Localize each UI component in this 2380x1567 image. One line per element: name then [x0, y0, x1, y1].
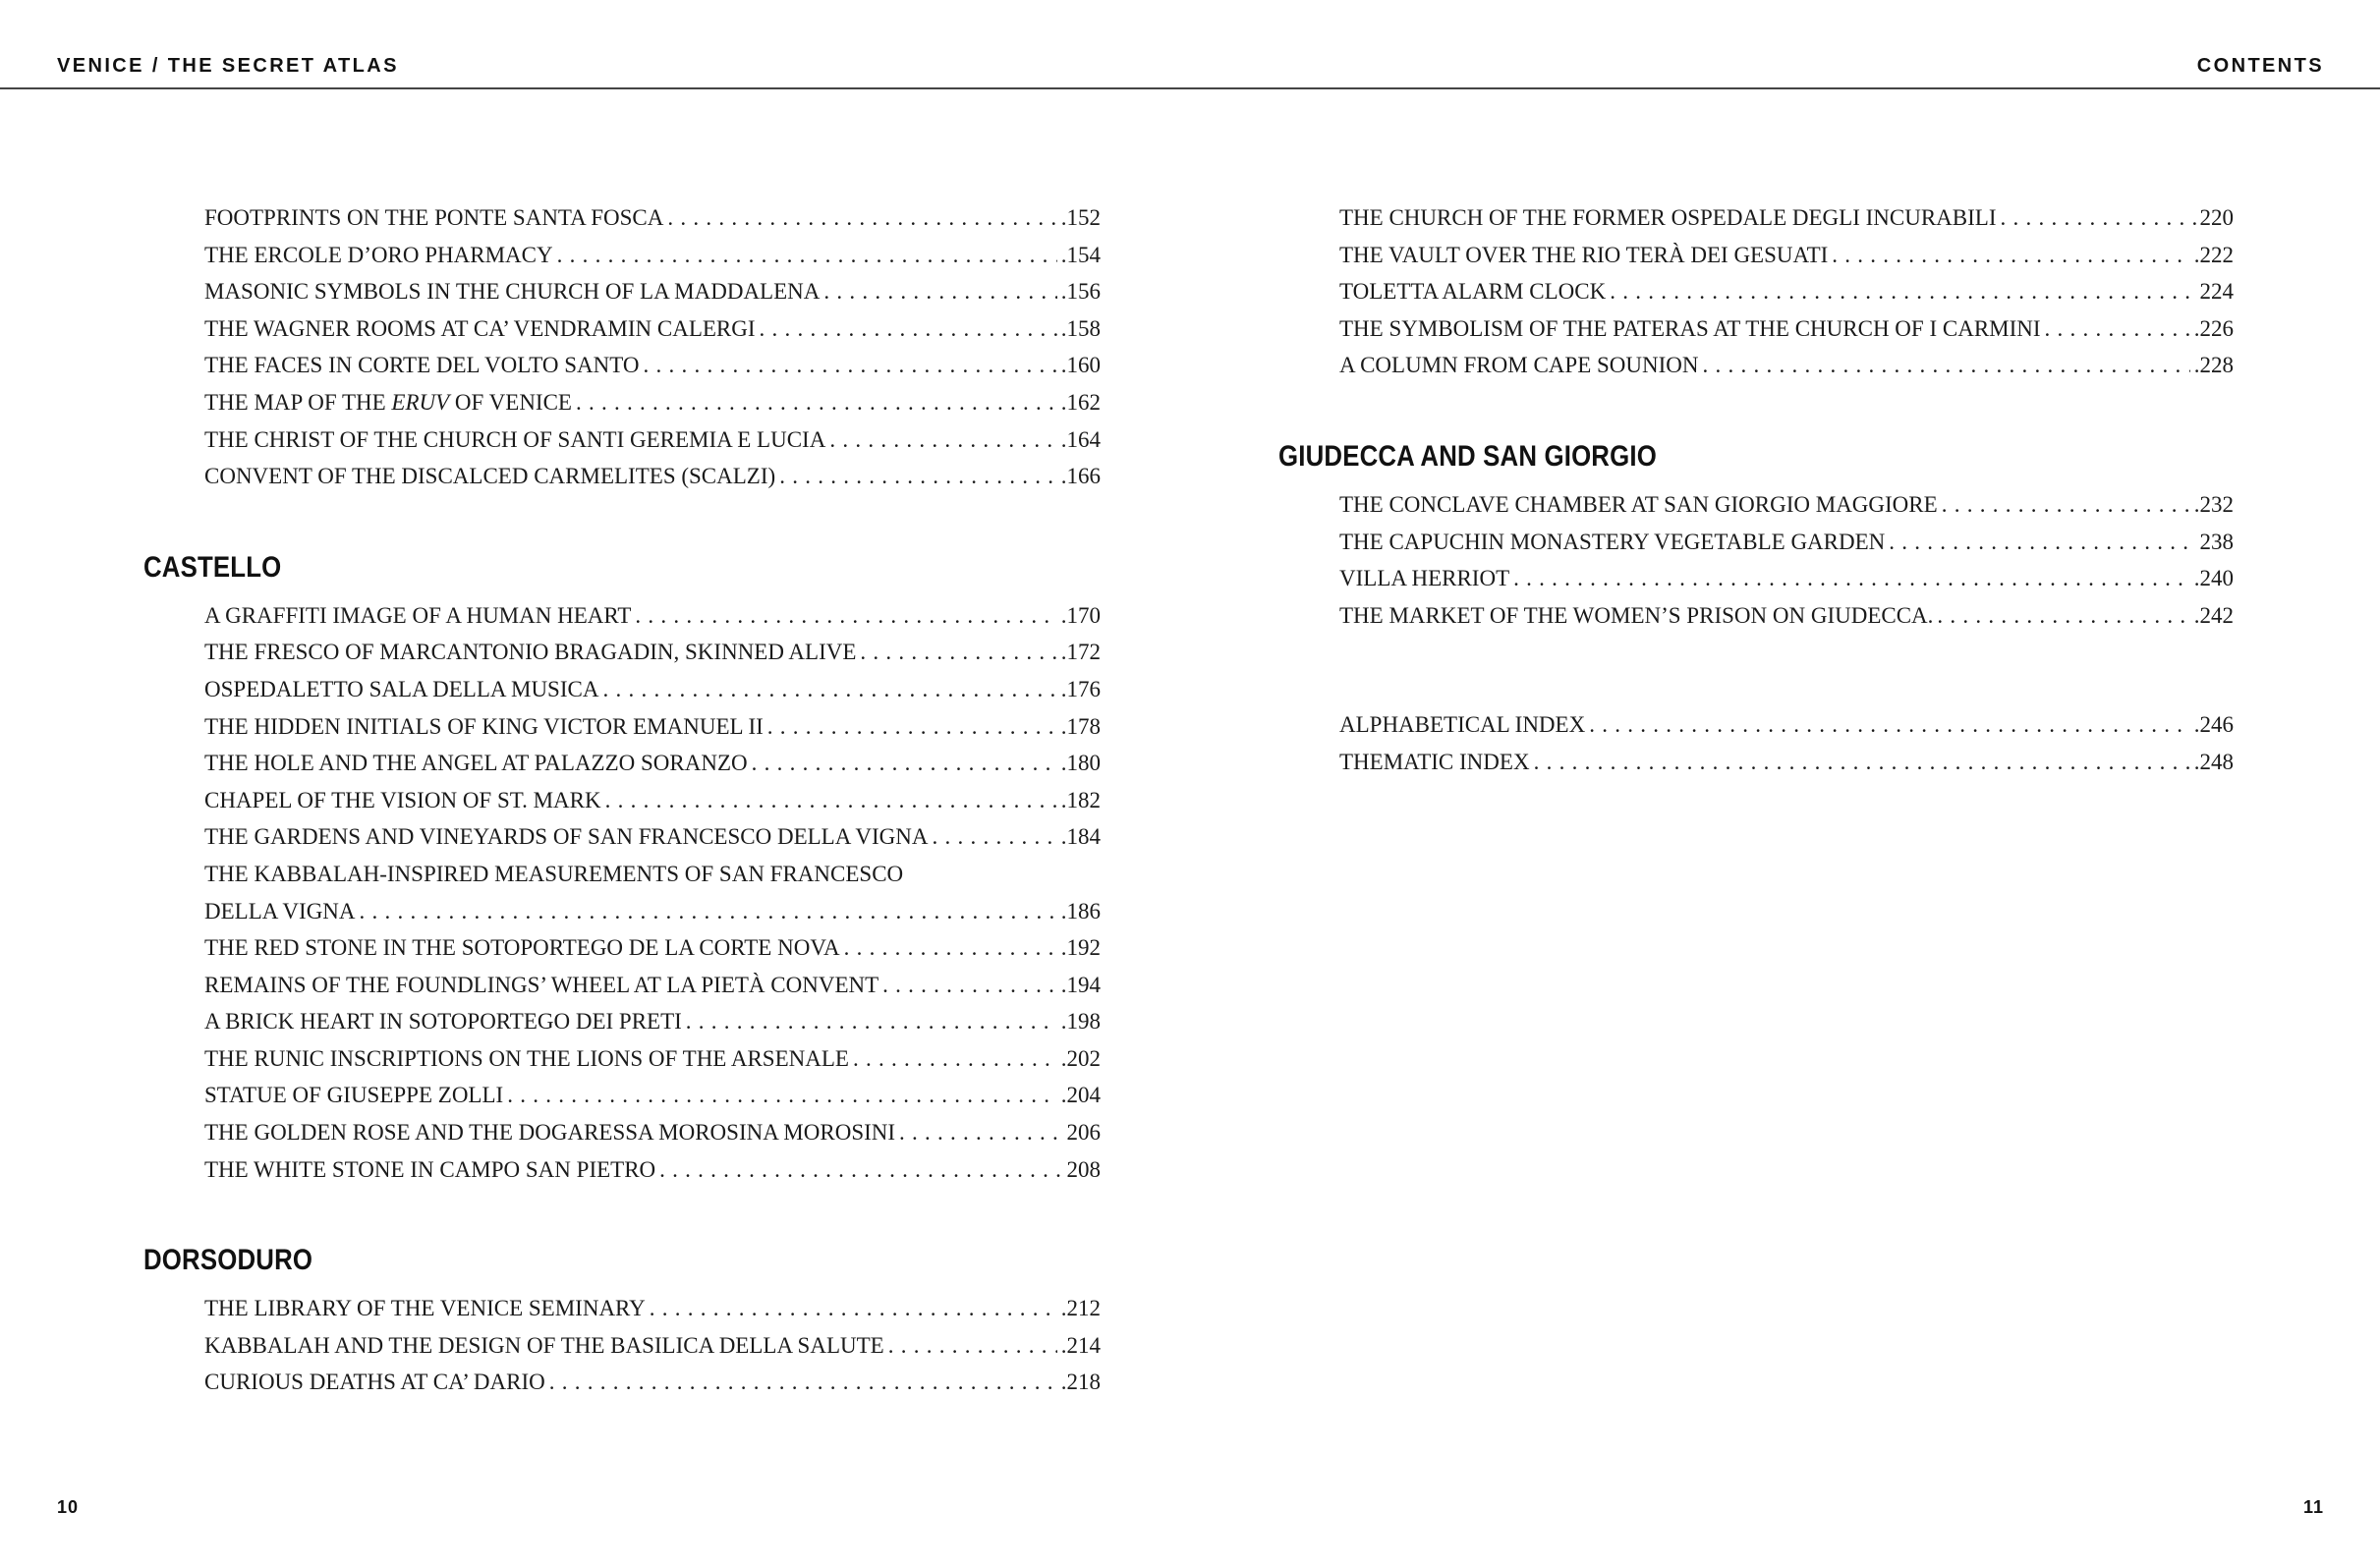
toc-entry-page: .160 — [1060, 353, 1101, 378]
toc-entry-page: .212 — [1060, 1296, 1101, 1321]
toc-entry — [204, 421, 1101, 459]
dot-leader — [823, 273, 1056, 310]
toc-entry-page: .156 — [1060, 279, 1101, 305]
toc-entry — [204, 745, 1101, 782]
toc-entry-page: .172 — [1060, 640, 1101, 665]
dot-leader — [1832, 237, 2189, 274]
toc-entry-page: .198 — [1060, 1009, 1101, 1035]
toc-list-continued-left — [204, 199, 1101, 495]
dot-leader — [829, 421, 1056, 459]
toc-entry — [204, 458, 1101, 495]
toc-entry-title: CURIOUS DEATHS AT CA’ DARIO — [204, 1370, 545, 1395]
toc-entry-thematic-index — [1339, 744, 2234, 781]
toc-entry — [204, 1077, 1101, 1114]
toc-entry — [1339, 273, 2234, 310]
toc-entry-page: 224 — [2199, 279, 2234, 305]
toc-entry — [204, 1151, 1101, 1189]
toc-entry-title: ALPHABETICAL INDEX — [1339, 712, 1586, 738]
dot-leader — [853, 1040, 1057, 1078]
toc-entry-title: OSPEDALETTO SALA DELLA MUSICA — [204, 676, 599, 701]
toc-entry — [204, 634, 1101, 671]
right-page-contents — [1278, 199, 2234, 781]
dot-leader — [1937, 597, 2189, 635]
running-head-section-title: CONTENTS — [2196, 55, 2324, 77]
dot-leader — [605, 782, 1057, 819]
toc-entry — [1339, 560, 2234, 597]
toc-entry — [204, 967, 1101, 1004]
toc-entry-page: 208 — [1066, 1156, 1101, 1182]
toc-entry-title: THE VAULT OVER THE RIO TERÀ DEI GESUATI — [1339, 242, 1829, 267]
toc-entry — [204, 384, 1101, 421]
toc-entry — [204, 1327, 1101, 1365]
toc-entry-page: .204 — [1060, 1083, 1101, 1108]
dot-leader — [760, 310, 1057, 348]
toc-entry-title: THE LIBRARY OF THE VENICE SEMINARY — [204, 1296, 646, 1321]
toc-entry-title: THE HOLE AND THE ANGEL AT PALAZZO SORANZO — [204, 751, 748, 776]
dot-leader — [650, 1290, 1057, 1327]
toc-entry-title: THE CHRIST OF THE CHURCH OF SANTI GEREMIA E LUCIA — [204, 426, 826, 452]
toc-entry-line-2 — [204, 893, 1101, 930]
toc-entry — [204, 1114, 1101, 1151]
toc-entry-page: .240 — [2193, 566, 2234, 591]
dot-leader — [2001, 199, 2196, 237]
toc-list-dorsoduro — [204, 1290, 1101, 1401]
toc-entry-page: .202 — [1060, 1045, 1101, 1071]
dot-leader — [860, 634, 1056, 671]
toc-entry — [204, 199, 1101, 237]
toc-entry-title: THE WHITE STONE IN CAMPO SAN PIETRO — [204, 1156, 656, 1182]
toc-entry-title: THE ERCOLE D’ORO PHARMACY — [204, 242, 553, 267]
page-number-left: 10 — [57, 1497, 80, 1517]
toc-list-continued-right — [1339, 199, 2234, 384]
toc-entry-title: VILLA HERRIOT — [1339, 566, 1510, 591]
toc-entry-page: .218 — [1060, 1370, 1101, 1395]
toc-entry-title: THE CAPUCHIN MONASTERY VEGETABLE GARDEN — [1339, 529, 1886, 554]
toc-entry-title: THE HIDDEN INITIALS OF KING VICTOR EMANUEL II — [204, 713, 764, 739]
toc-entry-title: THE MARKET OF THE WOMEN’S PRISON ON GIUDECCA. — [1339, 602, 1934, 628]
toc-entry-title: REMAINS OF THE FOUNDLINGS’ WHEEL AT LA PIETÀ CONVENT — [204, 972, 879, 997]
toc-entry-page: .154 — [1060, 242, 1101, 267]
toc-entry — [204, 310, 1101, 348]
toc-entry-title: A BRICK HEART IN SOTOPORTEGO DEI PRETI — [204, 1009, 682, 1035]
section-heading-dorsoduro: DORSODURO — [143, 1244, 313, 1277]
toc-entry — [204, 1290, 1101, 1327]
toc-entry-title: CHAPEL OF THE VISION OF ST. MARK — [204, 787, 601, 812]
toc-entry-page: .158 — [1060, 315, 1101, 341]
toc-entry-page: .232 — [2193, 491, 2234, 517]
toc-entry-page: .180 — [1060, 751, 1101, 776]
dot-leader — [1610, 273, 2195, 310]
toc-entry-title: STATUE OF GIUSEPPE ZOLLI — [204, 1083, 504, 1108]
toc-list-indexes — [1339, 706, 2234, 780]
dot-leader — [767, 708, 1057, 746]
dot-leader — [899, 1114, 1062, 1151]
toc-entry — [204, 597, 1101, 635]
toc-entry-line-1 — [204, 856, 1101, 893]
toc-entry — [1339, 347, 2234, 384]
dot-leader — [659, 1151, 1062, 1189]
toc-entry — [1339, 199, 2234, 237]
toc-entry-page: .166 — [1060, 464, 1101, 489]
toc-entry — [204, 818, 1101, 856]
dot-leader — [844, 929, 1057, 967]
section-heading-giudecca: GIUDECCA AND SAN GIORGIO — [1278, 439, 1657, 473]
toc-entry-page: .184 — [1060, 824, 1101, 850]
toc-entry — [204, 1364, 1101, 1401]
toc-list-castello — [204, 597, 1101, 1189]
dot-leader — [686, 1003, 1057, 1040]
dot-leader — [779, 458, 1057, 495]
dot-leader — [882, 967, 1057, 1004]
toc-entry-page: 238 — [2199, 529, 2234, 554]
toc-entry — [204, 273, 1101, 310]
dot-leader — [549, 1364, 1057, 1401]
toc-entry-alphabetical-index — [1339, 706, 2234, 744]
page-number-right: 11 — [2302, 1497, 2324, 1517]
dot-leader — [1703, 347, 2190, 384]
toc-entry-title: THE CONCLAVE CHAMBER AT SAN GIORGIO MAGGIORE — [1339, 491, 1938, 517]
toc-entry — [204, 347, 1101, 384]
dot-leader — [1513, 560, 2190, 597]
toc-entry-page: 220 — [2199, 205, 2234, 230]
toc-entry — [204, 671, 1101, 708]
dot-leader — [1589, 706, 2190, 744]
toc-entry-title: MASONIC SYMBOLS IN THE CHURCH OF LA MADDALENA — [204, 279, 821, 305]
toc-entry-page: .246 — [2193, 712, 2234, 738]
dot-leader — [1534, 744, 2190, 781]
toc-entry — [1339, 486, 2234, 524]
toc-entry-title-start: THE MAP OF THE — [204, 389, 392, 415]
toc-entry-title-continuation: DELLA VIGNA — [204, 898, 356, 923]
toc-entry — [204, 237, 1101, 274]
toc-entry-page: .170 — [1060, 602, 1101, 628]
toc-entry-title: THE GOLDEN ROSE AND THE DOGARESSA MOROSINA MOROSINI — [204, 1120, 896, 1146]
toc-entry-page: .248 — [2193, 749, 2234, 774]
dot-leader — [635, 597, 1056, 635]
toc-entry-title — [204, 384, 572, 421]
toc-entry-title: KABBALAH AND THE DESIGN OF THE BASILICA DELLA SALUTE — [204, 1332, 884, 1358]
toc-entry-page: .192 — [1060, 935, 1101, 961]
toc-entry-title: THE SYMBOLISM OF THE PATERAS AT THE CHURCH OF I CARMINI — [1339, 315, 2041, 341]
dot-leader — [1889, 524, 2195, 561]
toc-entry-page: .178 — [1060, 713, 1101, 739]
toc-entry-title-italic: ERUV — [391, 389, 450, 415]
dot-leader — [752, 745, 1057, 782]
toc-list-giudecca — [1339, 486, 2234, 634]
running-head-book-title: VENICE / THE SECRET ATLAS — [57, 55, 399, 77]
toc-entry-title: THE WAGNER ROOMS AT CA’ VENDRAMIN CALERGI — [204, 315, 756, 341]
toc-entry-title: THE FACES IN CORTE DEL VOLTO SANTO — [204, 353, 640, 378]
toc-entry-title: THE RED STONE IN THE SOTOPORTEGO DE LA CORTE NOVA — [204, 935, 840, 961]
toc-entry — [1339, 310, 2234, 348]
toc-entry-page: .186 — [1060, 898, 1101, 923]
dot-leader — [557, 237, 1057, 274]
toc-entry-title: TOLETTA ALARM CLOCK — [1339, 279, 1607, 305]
toc-entry-title: THE RUNIC INSCRIPTIONS ON THE LIONS OF THE ARSENALE — [204, 1045, 849, 1071]
toc-entry — [1339, 524, 2234, 561]
toc-entry-title: THEMATIC INDEX — [1339, 749, 1530, 774]
toc-entry-title: THE FRESCO OF MARCANTONIO BRAGADIN, SKINNED ALIVE — [204, 640, 857, 665]
toc-entry — [204, 929, 1101, 967]
toc-entry — [1339, 237, 2234, 274]
dot-leader — [933, 818, 1057, 856]
toc-entry-page: .214 — [1060, 1332, 1101, 1358]
dot-leader — [507, 1077, 1057, 1114]
dot-leader — [667, 199, 1056, 237]
section-heading-castello: CASTELLO — [143, 550, 282, 584]
toc-entry-page: .176 — [1060, 676, 1101, 701]
toc-entry-title: FOOTPRINTS ON THE PONTE SANTA FOSCA — [204, 205, 664, 230]
toc-entry-title: A COLUMN FROM CAPE SOUNION — [1339, 353, 1699, 378]
dot-leader — [643, 347, 1056, 384]
toc-entry — [204, 1003, 1101, 1040]
toc-entry-page: 206 — [1066, 1120, 1101, 1146]
toc-entry-title: THE CHURCH OF THE FORMER OSPEDALE DEGLI INCURABILI — [1339, 205, 1997, 230]
left-page-contents — [143, 199, 1101, 1401]
toc-entry-title: THE GARDENS AND VINEYARDS OF SAN FRANCESCO DELLA VIGNA — [204, 824, 929, 850]
toc-entry-page: .182 — [1060, 787, 1101, 812]
toc-entry — [204, 782, 1101, 819]
toc-entry — [1339, 597, 2234, 635]
toc-entry-page: .226 — [2193, 315, 2234, 341]
toc-entry-title: A GRAFFITI IMAGE OF A HUMAN HEART — [204, 602, 632, 628]
dot-leader — [1942, 486, 2190, 524]
toc-entry-page: .164 — [1060, 426, 1101, 452]
dot-leader — [576, 384, 1057, 421]
toc-entry-page: .194 — [1060, 972, 1101, 997]
toc-entry — [204, 1040, 1101, 1078]
dot-leader — [2045, 310, 2190, 348]
toc-entry-page: .242 — [2193, 602, 2234, 628]
toc-entry-page: .228 — [2193, 353, 2234, 378]
toc-entry-page: .222 — [2193, 242, 2234, 267]
header-rule — [0, 87, 2380, 89]
toc-entry-title: THE KABBALAH-INSPIRED MEASUREMENTS OF SAN FRANCESCO — [204, 861, 904, 886]
dot-leader — [360, 893, 1057, 930]
toc-entry-page: .162 — [1060, 389, 1101, 415]
toc-entry-title-end: OF VENICE — [449, 389, 572, 415]
toc-entry — [204, 708, 1101, 746]
dot-leader — [888, 1327, 1057, 1365]
toc-entry-page: .152 — [1060, 205, 1101, 230]
toc-entry-title: CONVENT OF THE DISCALCED CARMELITES (SCALZI) — [204, 464, 776, 489]
dot-leader — [602, 671, 1056, 708]
